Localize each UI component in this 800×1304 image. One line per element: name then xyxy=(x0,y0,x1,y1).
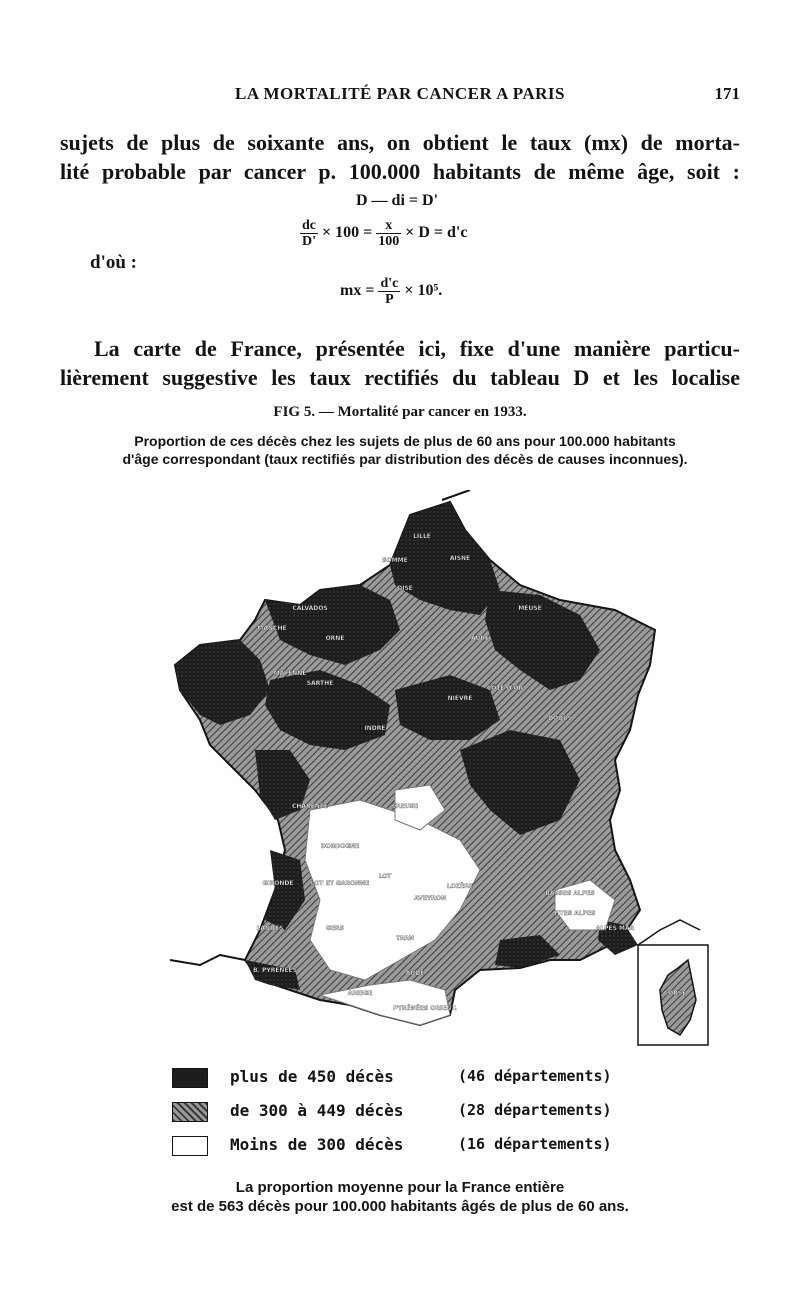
italy-coast xyxy=(638,920,700,945)
eq2-left-den: D' xyxy=(302,234,316,249)
map-label: ORNE xyxy=(325,635,345,642)
running-head xyxy=(60,84,740,110)
caption-line: Proportion de ces décès chez les sujets de plus de 60 ans pour 100.000 habitants xyxy=(134,433,676,449)
map-label: SARTHE xyxy=(306,680,334,687)
map-label: TARN xyxy=(396,935,414,942)
eq2-mid: × 100 = xyxy=(322,224,373,242)
eq3-right: × 10⁵. xyxy=(404,282,443,300)
map-label: AUDE xyxy=(405,970,425,977)
map-label: BASSES ALPES xyxy=(545,890,595,897)
map-label: AVEYRON xyxy=(413,895,447,902)
legend-swatch-white xyxy=(172,1136,208,1156)
map-label: CREUSE xyxy=(391,803,419,810)
map-label: AISNE xyxy=(449,555,471,562)
map-label: DORDOGNE xyxy=(320,843,360,850)
equation-3 xyxy=(340,276,442,307)
map-label: OISE xyxy=(397,585,413,592)
map-svg xyxy=(160,490,710,1060)
equation-2 xyxy=(300,218,467,249)
map-label: NIÈVRE xyxy=(447,695,473,702)
france-map xyxy=(160,490,710,1060)
paragraph-line: sujets de plus de soixante ans, on obtient le taux (mx) de morta- xyxy=(60,130,740,155)
caption-line: d'âge correspondant (taux rectifiés par distribution des décès de causes inconnues). xyxy=(122,451,688,467)
eq2-right: × D = d'c xyxy=(405,224,468,242)
legend-row-low xyxy=(172,1130,652,1164)
map-label: CORSE xyxy=(663,990,687,997)
legend-swatch-dark xyxy=(172,1068,208,1088)
figure-title: FIG 5. — Mortalité par cancer en 1933. xyxy=(273,404,527,420)
map-label: B. PYRÉNÉES xyxy=(253,967,297,974)
eq3-num: d'c xyxy=(380,276,399,291)
legend-count: (16 départements) xyxy=(458,1135,612,1153)
map-label: MAYENNE xyxy=(273,670,307,677)
page-number: 171 xyxy=(714,84,740,103)
map-label: LANDES xyxy=(256,925,284,932)
map-label: LOT ET GARONNE xyxy=(310,880,370,887)
map-label: GIRONDE xyxy=(262,880,294,887)
running-title: LA MORTALITÉ PAR CANCER A PARIS xyxy=(235,84,565,103)
paragraph-line: La carte de France, présentée ici, fixe d'une manière particu- xyxy=(94,336,740,361)
map-label: INDRE xyxy=(364,725,386,732)
paragraph-line: lièrement suggestive les taux rectifiés du tableau D et les localise xyxy=(60,365,740,390)
legend-count: (28 départements) xyxy=(458,1101,612,1119)
footnote-line: est de 563 décès pour 100.000 habitants âgés de plus de 60 ans. xyxy=(171,1198,629,1215)
map-label: LILLE xyxy=(413,533,431,540)
legend-swatch-hatch xyxy=(172,1102,208,1122)
legend-label: de 300 à 449 décès xyxy=(230,1101,404,1120)
map-label: ARIEGE xyxy=(347,990,373,997)
legend-label: Moins de 300 décès xyxy=(230,1135,404,1154)
map-label: ALPES MAR xyxy=(595,925,635,932)
paragraph-line: lité probable par cancer p. 100.000 habitants de même âge, soit : xyxy=(60,159,740,184)
eq2-frac-den: 100 xyxy=(378,234,400,249)
legend xyxy=(172,1062,652,1164)
map-label: CALVADOS xyxy=(292,605,328,612)
eq3-left: mx = xyxy=(340,282,375,300)
channel-coast xyxy=(442,490,470,500)
legend-row-high xyxy=(172,1062,652,1096)
dou-label: d'où : xyxy=(90,252,137,273)
figure-caption xyxy=(60,432,750,468)
legend-label: plus de 450 décès xyxy=(230,1067,394,1086)
legend-row-mid xyxy=(172,1096,652,1130)
footnote-line: La proportion moyenne pour la France entière xyxy=(235,1179,565,1196)
map-label: MANCHE xyxy=(257,625,287,632)
eq3-den: P xyxy=(385,292,394,307)
map-label: CHARENTE xyxy=(292,803,328,810)
map-label: LOZÈRE xyxy=(447,883,473,890)
map-label: LOT xyxy=(378,873,392,880)
map-label: SOMME xyxy=(382,557,408,564)
map-label: GERS xyxy=(326,925,344,932)
map-label: HTES ALPES xyxy=(554,910,596,917)
med-coast xyxy=(170,955,245,965)
eq2-frac-num: x xyxy=(376,218,401,234)
map-label: DOUBS xyxy=(548,715,572,722)
map-label: PYRÉNÉES ORIENT. xyxy=(393,1005,457,1012)
footnote xyxy=(60,1178,740,1216)
map-label: AUBE xyxy=(470,635,490,642)
map-label: MEUSE xyxy=(518,605,542,612)
map-label: CÔTE D'OR xyxy=(486,685,524,692)
eq2-left-num: dc xyxy=(302,218,316,233)
legend-count: (46 départements) xyxy=(458,1067,612,1085)
equation-1: D — di = D' xyxy=(356,192,439,209)
